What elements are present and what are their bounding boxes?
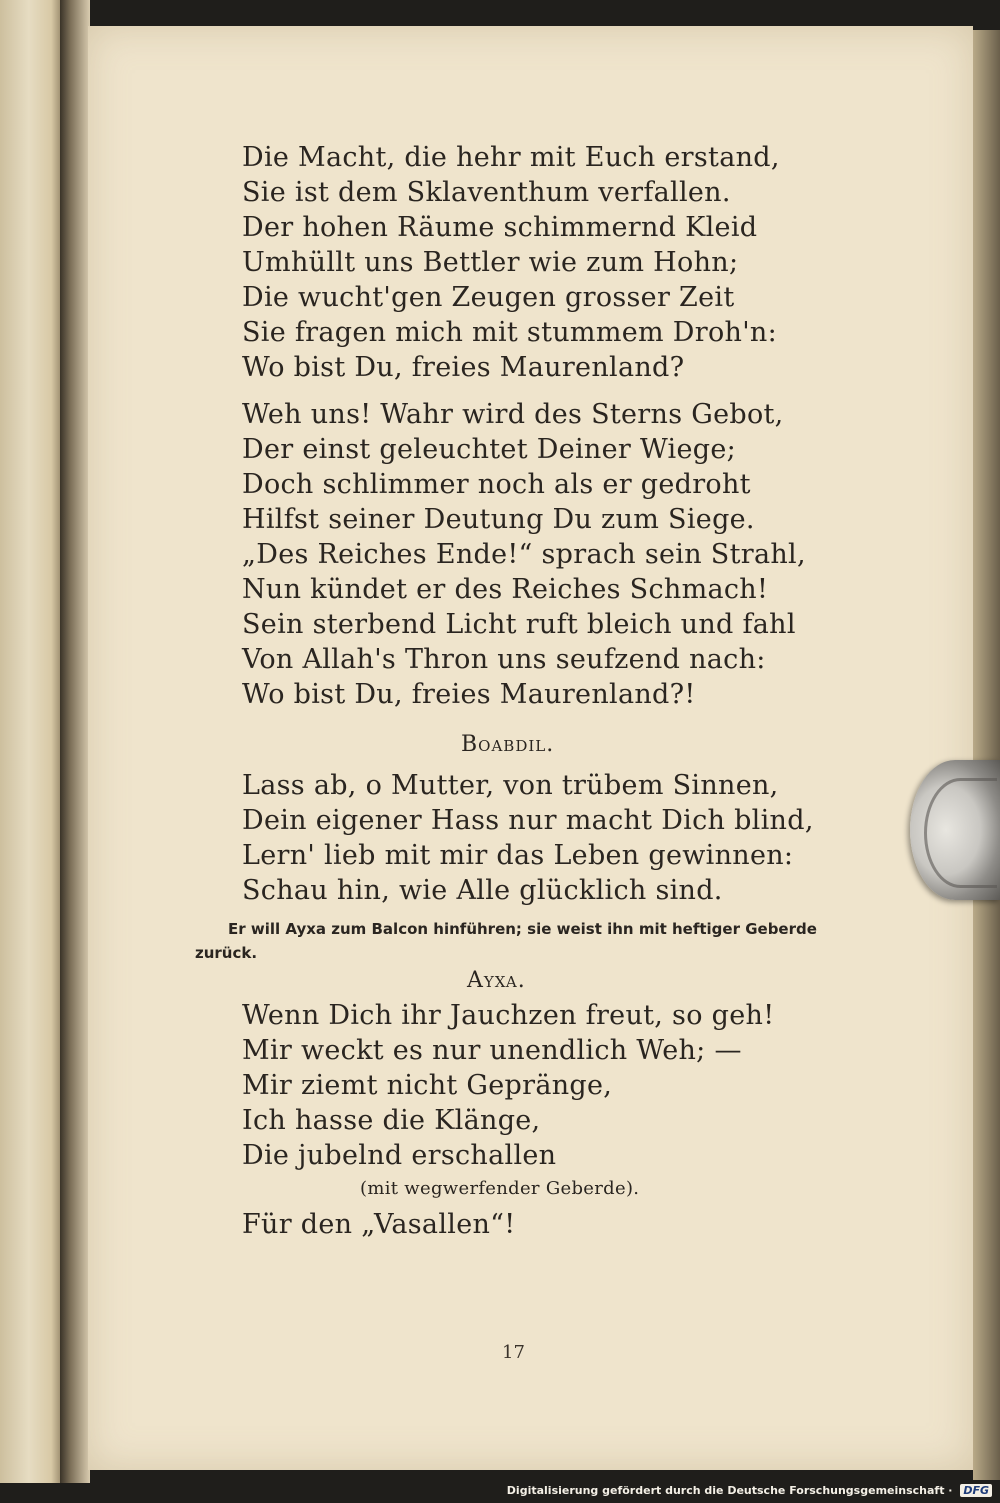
- verse-line: Mir weckt es nur unendlich Weh; —: [242, 1035, 742, 1066]
- verse-line: Wo bist Du, freies Maurenland?!: [242, 679, 696, 710]
- verse-line: Lern' lieb mit mir das Leben gewinnen:: [242, 840, 794, 871]
- verse-line: Hilfst seiner Deutung Du zum Siege.: [242, 504, 755, 535]
- dfg-logo-icon: DFG: [960, 1484, 992, 1497]
- verse-line: Wo bist Du, freies Maurenland?: [242, 352, 685, 383]
- stage-direction: Er will Ayxa zum Balcon hinführen; sie weist ihn mit heftiger Geberde: [228, 920, 817, 938]
- paper-clip-ring: [924, 778, 997, 888]
- verse-line: Die Macht, die hehr mit Euch erstand,: [242, 142, 780, 173]
- verse-line: Sie ist dem Sklaventhum verfallen.: [242, 177, 731, 208]
- verse-line: Umhüllt uns Bettler wie zum Hohn;: [242, 247, 739, 278]
- verse-line: Schau hin, wie Alle glücklich sind.: [242, 875, 723, 906]
- speaker-name: Ayxa.: [467, 968, 526, 993]
- verse-line: Wenn Dich ihr Jauchzen freut, so geh!: [242, 1000, 775, 1031]
- verse-line: Sie fragen mich mit stummem Droh'n:: [242, 317, 777, 348]
- verse-line: Dein eigener Hass nur macht Dich blind,: [242, 805, 814, 836]
- verse-line: Mir ziemt nicht Gepränge,: [242, 1070, 613, 1101]
- verse-line: Die wucht'gen Zeugen grosser Zeit: [242, 282, 735, 313]
- verse-line: Weh uns! Wahr wird des Sterns Gebot,: [242, 399, 784, 430]
- verse-line: Der hohen Räume schimmernd Kleid: [242, 212, 758, 243]
- digitization-footer: [507, 1484, 992, 1502]
- verse-line: Von Allah's Thron uns seufzend nach:: [242, 644, 766, 675]
- right-page-edge: [973, 30, 1000, 1480]
- verse-line: Der einst geleuchtet Deiner Wiege;: [242, 434, 737, 465]
- stage-direction: zurück.: [195, 944, 258, 962]
- paper-clip: [910, 760, 1000, 900]
- footer-text: Digitalisierung gefördert durch die Deutsche Forschungsgemeinschaft ·: [506, 1484, 953, 1497]
- book-spine: [60, 0, 90, 1483]
- verse-line: Die jubelnd erschallen: [242, 1140, 557, 1171]
- stage-direction-inline: (mit wegwerfender Geberde).: [360, 1178, 640, 1199]
- verse-line: Für den „Vasallen“!: [242, 1209, 516, 1240]
- verse-line: Nun kündet er des Reiches Schmach!: [242, 574, 769, 605]
- verse-line: Ich hasse die Klänge,: [242, 1105, 541, 1136]
- verse-line: „Des Reiches Ende!“ sprach sein Strahl,: [242, 539, 806, 570]
- page-number: 17: [502, 1342, 525, 1363]
- verse-line: Lass ab, o Mutter, von trübem Sinnen,: [242, 770, 779, 801]
- left-page-edge: [0, 0, 64, 1483]
- speaker-name: Boabdil.: [461, 732, 555, 757]
- verse-line: Doch schlimmer noch als er gedroht: [242, 469, 751, 500]
- verse-line: Sein sterbend Licht ruft bleich und fahl: [242, 609, 796, 640]
